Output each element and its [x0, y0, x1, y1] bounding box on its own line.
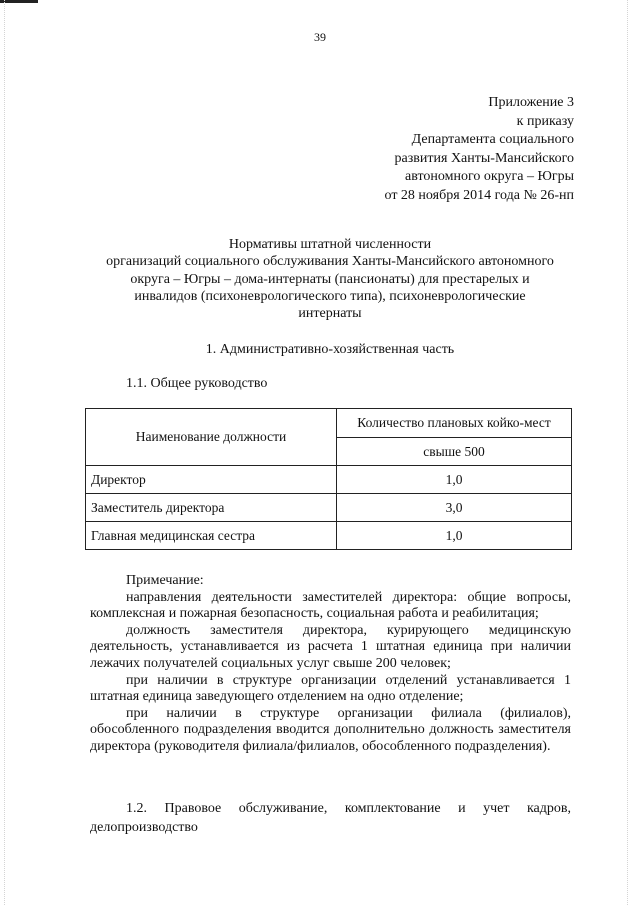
title-line: интернаты [298, 306, 362, 322]
notes-block [90, 573, 571, 756]
table-row [86, 494, 572, 522]
row-value: 1,0 [337, 466, 572, 494]
appendix-line: Департамента социального [411, 132, 574, 148]
notes-heading: Примечание: [126, 573, 204, 588]
header-beds: Количество плановых койко-мест [337, 409, 572, 438]
title-line: округа – Югры – дома-интернаты (пансионаты) для престарелых и [130, 271, 530, 287]
section-heading: 1. Административно-хозяйственная часть [205, 342, 455, 357]
row-position: Главная медицинская сестра [86, 522, 337, 550]
note-paragraph: при наличии в структуре организации отделений устанавливается 1 штатная единица заведующего отделением на одно отделение; [90, 672, 571, 705]
appendix-line: развития Ханты-Мансийского [394, 150, 574, 166]
note-paragraph: должность заместителя директора, курирующего медицинскую деятельность, устанавливается из расчета 1 штатная единица при наличии лежачих получателей социальных услуг свыше 200 человек; [90, 622, 571, 671]
scan-edge-line-right [627, 0, 628, 905]
appendix-line: Приложение 3 [488, 95, 574, 110]
row-position: Заместитель директора [86, 494, 337, 522]
page-number: 39 [314, 30, 326, 44]
title-line: инвалидов (психоневрологического типа), психоневрологические [134, 288, 526, 304]
note-paragraph: направления деятельности заместителей директора: общие вопросы, комплексная и пожарная безопасность, социальная работа и реабилитация; [90, 589, 571, 622]
appendix-line: автономного округа – Югры [405, 169, 574, 185]
row-value: 3,0 [337, 494, 572, 522]
row-position: Директор [86, 466, 337, 494]
scan-corner-mark [0, 0, 38, 3]
note-paragraph: при наличии в структуре организации филиала (филиалов), обособленного подразделения вводится дополнительно должность заместителя директора (руководителя филиала/филиалов, обособленного подразделения). [90, 705, 571, 754]
table-row [86, 466, 572, 494]
table-header-row [86, 409, 572, 438]
header-over-500: свыше 500 [337, 438, 572, 466]
subsection-heading-2 [90, 799, 571, 837]
staffing-table [85, 408, 572, 550]
appendix-line: к приказу [516, 113, 574, 129]
subsection-2-text: 1.2. Правовое обслуживание, комплектование и учет кадров, делопроизводство [90, 801, 571, 835]
title-line: Нормативы штатной численности [228, 237, 432, 252]
table-row [86, 522, 572, 550]
header-position: Наименование должности [86, 409, 337, 466]
appendix-line: от 28 ноября 2014 года № 26-нп [384, 187, 574, 203]
scan-edge-line-left [4, 0, 5, 905]
title-line: организаций социального обслуживания Ханты-Мансийского автономного [106, 254, 554, 270]
document-title [60, 236, 600, 322]
row-value: 1,0 [337, 522, 572, 550]
subsection-heading: 1.1. Общее руководство [126, 376, 268, 391]
appendix-block [385, 94, 575, 206]
